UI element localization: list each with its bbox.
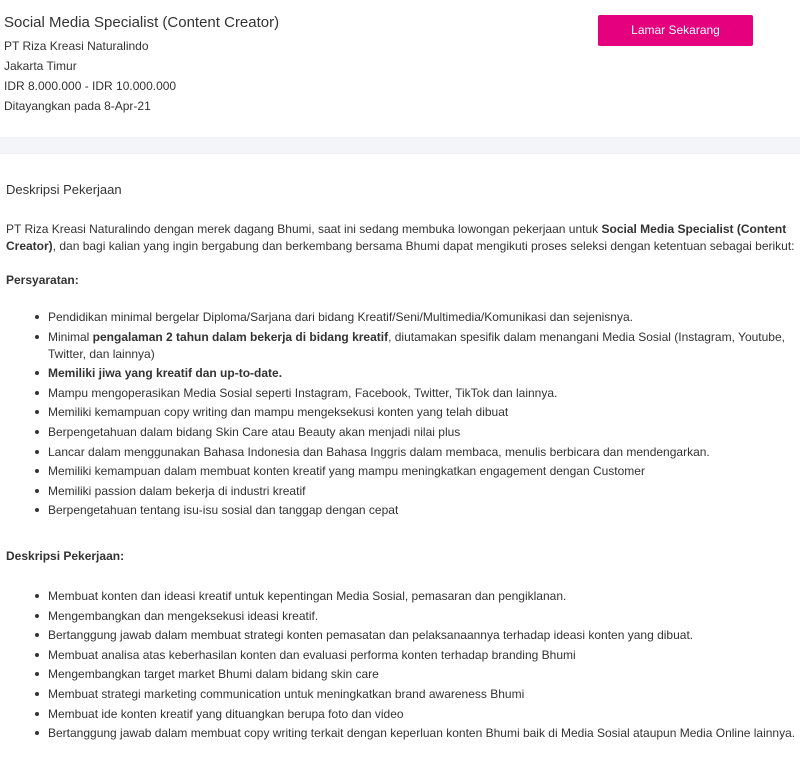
list-item: Bertanggung jawab dalam membuat copy writing terkait dengan keperluan konten Bhumi baik di Media Sosial ataupun Media Online lainnya. [48, 725, 800, 742]
list-item [48, 385, 800, 402]
list-item: Membuat strategi marketing communication untuk meningkatkan brand awareness Bhumi [48, 686, 800, 703]
list-item-text: Berpengetahuan tentang isu-isu sosial dan tanggap dengan cepat [48, 503, 399, 518]
section-divider [0, 137, 800, 154]
requirements-list [28, 309, 800, 522]
list-item-text: Memiliki passion dalam bekerja di industri kreatif [48, 483, 306, 498]
list-item: Membuat konten dan ideasi kreatif untuk kepentingan Media Sosial, pemasaran dan pengiklanan. [48, 588, 800, 605]
list-item-text: Memiliki kemampuan dalam membuat konten kreatif yang mampu meningkatkan engagement dengan Customer [48, 464, 645, 479]
requirements-heading: Persyaratan: [6, 273, 79, 287]
list-item [48, 483, 800, 500]
company-name: PT Riza Kreasi Naturalindo [4, 39, 149, 53]
list-item-text: , diutamakan spesifik dalam menangani Media Sosial (Instagram, Youtube, Twitter, dan lainnya) [48, 329, 785, 361]
salary-range: IDR 8.000.000 - IDR 10.000.000 [4, 79, 177, 93]
posted-date: Ditayangkan pada 8-Apr-21 [4, 99, 151, 113]
list-item: Bertanggung jawab dalam membuat strategi konten pemasatan dan pelaksanaannya terhadap ideasi konten yang dibuat. [48, 627, 800, 644]
list-item-text: Mampu mengoperasikan Media Sosial seperti Instagram, Facebook, Twitter, TikTok dan lainnya. [48, 385, 558, 400]
list-item-text: Lancar dalam menggunakan Bahasa Indonesia dan Bahasa Inggris dalam membaca, menulis berbicara dan mendengarkan. [48, 444, 710, 459]
job-title: Social Media Specialist (Content Creator) [4, 14, 280, 31]
list-item [48, 463, 800, 480]
description-heading: Deskripsi Pekerjaan [6, 182, 122, 197]
list-item [48, 502, 800, 519]
job-location: Jakarta Timur [4, 59, 77, 73]
list-item [48, 404, 800, 421]
list-item [48, 309, 800, 326]
list-item-emphasis: pengalaman 2 tahun dalam bekerja di bidang kreatif [92, 329, 389, 344]
list-item: Mengembangkan dan mengeksekusi ideasi kreatif. [48, 608, 800, 625]
list-item-text: Memiliki kemampuan copy writing dan mampu mengeksekusi konten yang telah dibuat [48, 405, 509, 420]
intro-text-start: PT Riza Kreasi Naturalindo dengan merek dagang Bhumi, saat ini sedang membuka lowongan pekerjaan untuk [6, 222, 602, 236]
list-item: Membuat ide konten kreatif yang dituangkan berupa foto dan video [48, 706, 800, 723]
list-item [48, 329, 800, 363]
intro-text-end: , dan bagi kalian yang ingin bergabung dan berkembang bersama Bhumi dapat mengikuti proses seleksi dengan ketentuan sebagai berikut: [52, 239, 795, 253]
list-item-text: Pendidikan minimal bergelar Diploma/Sarjana dari bidang Kreatif/Seni/Multimedia/Komunikasi dan sejenisnya. [48, 310, 633, 324]
list-item-text: Minimal [48, 329, 93, 344]
job-header [0, 0, 800, 137]
list-item-text: Berpengetahuan dalam bidang Skin Care atau Beauty akan menjadi nilai plus [48, 424, 461, 439]
apply-now-button[interactable]: Lamar Sekarang [598, 15, 753, 46]
list-item [48, 424, 800, 441]
list-item [48, 444, 800, 461]
intro-paragraph [6, 221, 796, 255]
duties-heading: Deskripsi Pekerjaan: [6, 549, 125, 563]
duties-list [28, 588, 800, 745]
list-item-emphasis: Memiliki jiwa yang kreatif dan up-to-date. [48, 366, 283, 381]
list-item [48, 365, 800, 382]
list-item: Membuat analisa atas keberhasilan konten dan evaluasi performa konten terhadap branding Bhumi [48, 647, 800, 664]
list-item: Mengembangkan target market Bhumi dalam bidang skin care [48, 666, 800, 683]
intro-position-name: Social Media Specialist (Content Creator) [6, 222, 787, 253]
